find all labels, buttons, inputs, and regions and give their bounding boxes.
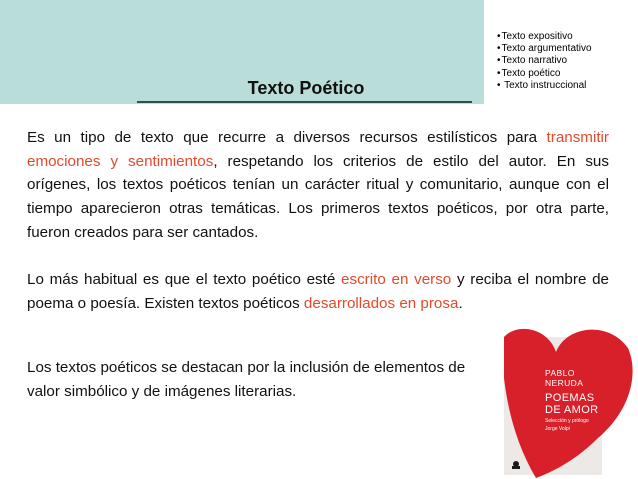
paragraph-verse <box>27 268 609 315</box>
highlight-text: desarrollados en prosa <box>303 294 459 312</box>
topic-item: • Texto poético <box>497 68 638 80</box>
book-author: PABLO <box>545 368 575 378</box>
paragraph-definition <box>27 126 609 245</box>
paragraph-text: Lo más habitual es que el texto poético esté <box>27 271 342 288</box>
highlight-text: transmitir emociones y sentimientos <box>27 129 609 170</box>
text-types-list <box>484 0 638 92</box>
paragraph-symbolic: Los textos poéticos se destacan por la inclusión de elementos de valor simbólico y de imágenes literarias. <box>27 359 466 400</box>
paragraph-text: y reciba el nombre de poema o poesía. Existen textos poéticos <box>27 271 609 312</box>
paragraph-text: Es un tipo de texto que recurre a diversos recursos estilísticos para <box>27 129 547 146</box>
book-cover-text <box>545 368 615 432</box>
book-author: NERUDA <box>545 378 584 388</box>
page-title: Texto Poético <box>247 78 365 98</box>
paragraph-text: , respetando los criterios de estilo del autor. En sus orígenes, los textos poéticos tenían un carácter ritual y comunitario, aunque con el tiempo aparecieron otras temáticas. Los primeros textos poéticos, por otra parte, fueron creados para ser cantados. <box>27 152 609 241</box>
paragraph-text: . <box>458 294 463 312</box>
title-underline <box>137 101 472 103</box>
book-title: POEMAS <box>545 392 595 404</box>
topic-item: • Texto instruccional <box>497 80 638 92</box>
book-editor: Jorge Volpi <box>545 426 570 432</box>
topic-item: • Texto expositivo <box>497 31 638 43</box>
topic-item: • Texto argumentativo <box>497 43 638 55</box>
book-subtitle: Selección y prólogo <box>545 418 589 424</box>
topics-panel <box>484 0 638 104</box>
publisher-logo <box>512 461 520 469</box>
topic-item: • Texto narrativo <box>497 55 638 67</box>
highlight-text: escrito en verso <box>341 271 452 288</box>
book-title: DE AMOR <box>545 404 599 416</box>
